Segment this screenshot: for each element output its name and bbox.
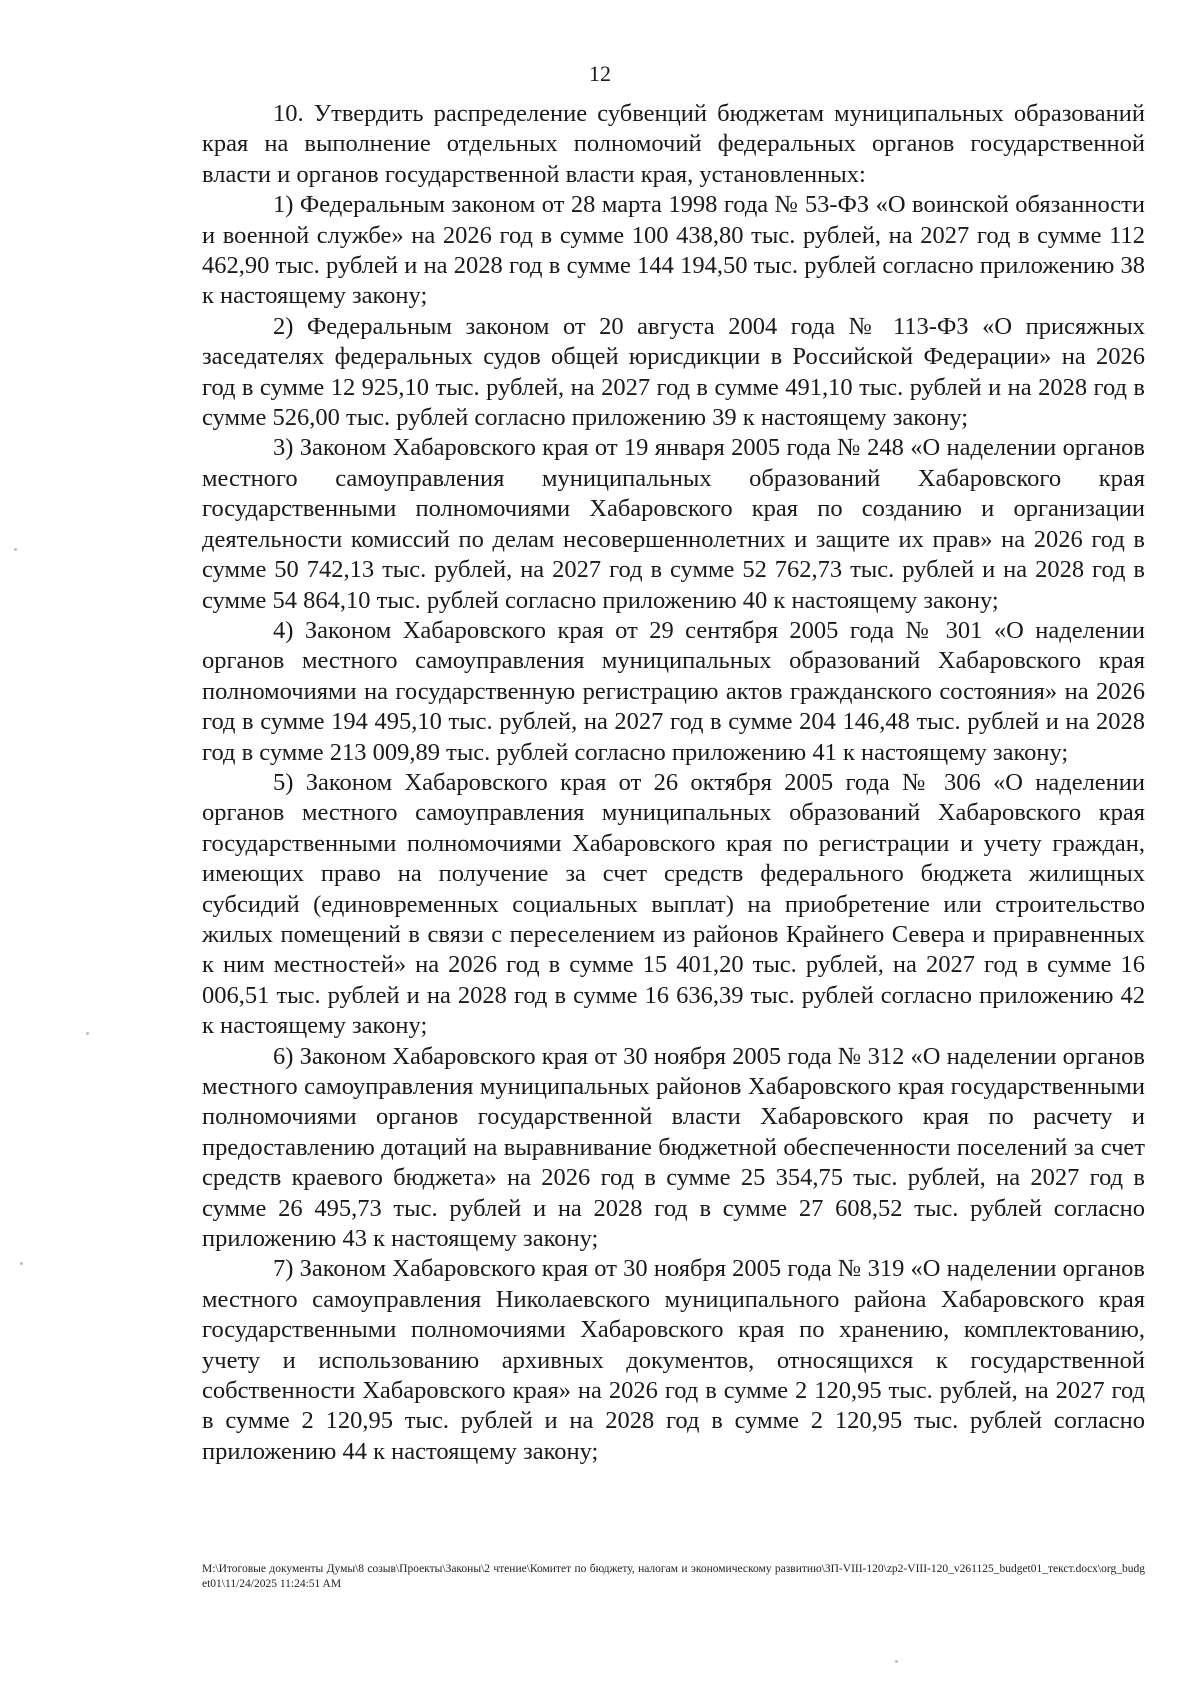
document-body — [202, 99, 1145, 1467]
scan-speck — [14, 548, 17, 551]
footer-file-path: M:\Итоговые документы Думы\8 созыв\Проекты\Законы\2 чтение\Комитет по бюджету, налогам и экономическому развитию\ЗП-VIII-120\zp2-VIII-120_v261125_budget01_текст.docx\org_budget01\11/24/2025 11:24:51 AM — [202, 1563, 1145, 1590]
page-number: 12 — [589, 61, 611, 86]
paragraph-item-10: 10. Утвердить распределение субвенций бюджетам муниципальных образований края на выполнение отдельных полномочий федеральных органов государственной власти и органов государственной власти края, установленных: — [202, 100, 1145, 188]
subparagraph-2: 2) Федеральным законом от 20 августа 2004 года № 113-ФЗ «О присяжных заседателях федеральных судов общей юрисдикции в Российской Федерации» на 2026 год в сумме 12 925,10 тыс. рублей, на 2027 год в сумме 491,10 тыс. рублей и на 2028 год в сумме 526,00 тыс. рублей согласно приложению 39 к настоящему закону; — [202, 312, 1145, 432]
subparagraph-1: 1) Федеральным законом от 28 марта 1998 года № 53-ФЗ «О воинской обязанности и военной службе» на 2026 год в сумме 100 438,80 тыс. рублей, на 2027 год в сумме 112 462,90 тыс. рублей и на 2028 год в сумме 144 194,50 тыс. рублей согласно приложению 38 к настоящему закону; — [202, 191, 1145, 310]
scan-speck — [86, 1032, 89, 1035]
subparagraph-7: 7) Законом Хабаровского края от 30 ноября 2005 года № 319 «О наделении органов местного самоуправления Николаевского муниципального района Хабаровского края государственными полномочиями Хабаровского края по хранению, комплектованию, учету и использованию архивных документов, относящихся к государственной собственности Хабаровского края» на 2026 год в сумме 2 120,95 тыс. рублей, на 2027 год в сумме 2 120,95 тыс. рублей и на 2028 год в сумме 2 120,95 тыс. рублей согласно приложению 44 к настоящему закону; — [202, 1255, 1145, 1465]
subparagraph-3: 3) Законом Хабаровского края от 19 января 2005 года № 248 «О наделении органов местного самоуправления муниципальных образований Хабаровского края государственными полномочиями Хабаровского края по созданию и организации деятельности комиссий по делам несовершеннолетних и защите их прав» на 2026 год в сумме 50 742,13 тыс. рублей, на 2027 год в сумме 52 762,73 тыс. рублей и на 2028 год в сумме 54 864,10 тыс. рублей согласно приложению 40 к настоящему закону; — [202, 434, 1145, 614]
scan-speck — [895, 1660, 898, 1663]
subparagraph-4: 4) Законом Хабаровского края от 29 сентября 2005 года № 301 «О наделении органов местного самоуправления муниципальных образований Хабаровского края полномочиями на государственную регистрацию актов гражданского состояния» на 2026 год в сумме 194 495,10 тыс. рублей, на 2027 год в сумме 204 146,48 тыс. рублей и на 2028 год в сумме 213 009,89 тыс. рублей согласно приложению 41 к настоящему закону; — [202, 616, 1145, 766]
subparagraph-5: 5) Законом Хабаровского края от 26 октября 2005 года № 306 «О наделении органов местного самоуправления муниципальных образований Хабаровского края государственными полномочиями Хабаровского края по регистрации и учету граждан, имеющих право на получение за счет средств федерального бюджета жилищных субсидий (единовременных социальных выплат) на приобретение или строительство жилых помещений в связи с переселением из районов Крайнего Севера и приравненных к ним местностей» на 2026 год в сумме 15 401,20 тыс. рублей, на 2027 год в сумме 16 006,51 тыс. рублей и на 2028 год в сумме 16 636,39 тыс. рублей согласно приложению 42 к настоящему закону; — [202, 768, 1145, 1040]
subparagraph-6: 6) Законом Хабаровского края от 30 ноября 2005 года № 312 «О наделении органов местного самоуправления муниципальных районов Хабаровского края государственными полномочиями органов государственной власти Хабаровского края по расчету и предоставлению дотаций на выравнивание бюджетной обеспеченности поселений за счет средств краевого бюджета» на 2026 год в сумме 25 354,75 тыс. рублей, на 2027 год в сумме 26 495,73 тыс. рублей и на 2028 год в сумме 27 608,52 тыс. рублей согласно приложению 43 к настоящему закону; — [202, 1042, 1145, 1253]
scan-speck — [20, 1262, 23, 1265]
